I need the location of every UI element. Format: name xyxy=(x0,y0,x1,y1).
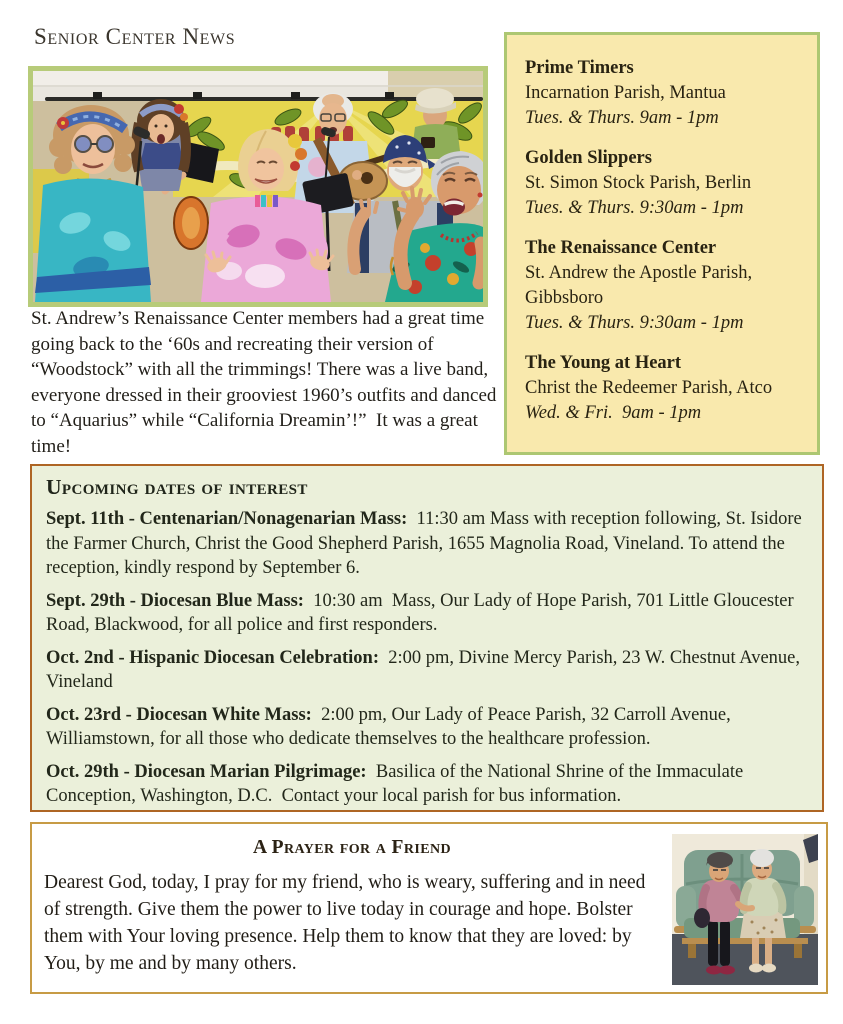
center-name: The Renaissance Center xyxy=(525,238,717,258)
event-lead: Oct. 2nd - Hispanic Diocesan Celebration: xyxy=(46,647,379,668)
senior-center-title: Senior Center News xyxy=(34,24,236,49)
senior-center-photo xyxy=(28,66,488,307)
upcoming-dates-box xyxy=(30,464,824,812)
center-location: Christ the Redeemer Parish, Atco xyxy=(525,378,773,398)
event-item xyxy=(46,507,808,581)
center-item xyxy=(525,236,799,336)
center-times: Tues. & Thurs. 9:30am - 1pm xyxy=(525,313,744,333)
center-item xyxy=(525,56,799,131)
event-lead: Sept. 29th - Diocesan Blue Mass: xyxy=(46,590,304,611)
event-item xyxy=(46,646,808,695)
center-times: Tues. & Thurs. 9:30am - 1pm xyxy=(525,198,744,218)
event-lead: Oct. 23rd - Diocesan White Mass: xyxy=(46,704,312,725)
center-times: Tues. & Thurs. 9am - 1pm xyxy=(525,108,719,128)
prayer-box xyxy=(30,822,828,994)
prayer-title: A Prayer for a Friend xyxy=(252,837,451,858)
center-name: Golden Slippers xyxy=(525,148,652,168)
event-text: 2:00 pm, Our Lady of Peace Parish, 32 Carroll Avenue, Williamstown, for all those who dedicate themselves to the healthcare profession. xyxy=(46,704,736,749)
senior-centers-box xyxy=(504,32,820,455)
center-location: Incarnation Parish, Mantua xyxy=(525,83,726,103)
event-text: 2:00 pm, Divine Mercy Parish, 23 W. Chestnut Avenue, Vineland xyxy=(46,647,805,692)
friends-photo xyxy=(672,834,818,985)
center-location: St. Simon Stock Parish, Berlin xyxy=(525,173,752,193)
center-name: The Young at Heart xyxy=(525,353,682,373)
event-lead: Sept. 11th - Centenarian/Nonagenarian Mass: xyxy=(46,509,408,529)
center-item xyxy=(525,351,799,426)
upcoming-dates-title: Upcoming dates of interest xyxy=(46,475,308,499)
event-item xyxy=(46,760,808,809)
event-item xyxy=(46,589,808,638)
center-times: Wed. & Fri. 9am - 1pm xyxy=(525,403,702,423)
center-name: Prime Timers xyxy=(525,58,634,78)
two-friends-photo-illustration xyxy=(672,834,818,985)
event-text: 11:30 am Mass with reception following, St. Isidore the Farmer Church, Christ the Good Shepherd Parish, 1655 Magnolia Road, Vineland. To attend the reception, kindly respond by September 6. xyxy=(46,509,807,578)
center-item xyxy=(525,146,799,221)
event-text: Basilica of the National Shrine of the Immaculate Conception, Washington, D.C. Contact your local parish for bus information. xyxy=(46,761,748,806)
center-location: St. Andrew the Apostle Parish, Gibbsboro xyxy=(525,263,753,308)
event-lead: Oct. 29th - Diocesan Marian Pilgrimage: xyxy=(46,761,367,782)
event-item xyxy=(46,703,808,752)
intro-paragraph: St. Andrew’s Renaissance Center members had a great time going back to the ‘60s and recreating their version of “Woodstock” with all the trimmings! There was a live band, everyone dressed in their grooviest 1960’s outfits and danced to “Aquarius” while “California Dreamin’!” It was a great time! xyxy=(31,308,502,457)
prayer-text: Dearest God, today, I pray for my friend, who is weary, suffering and in need of strength. Give them the power to live today in courage and hope. Bolster them with Your loving presence. Help them to know that they are loved: by You, by me and by many others. xyxy=(44,872,651,974)
event-text: 10:30 am Mass, Our Lady of Hope Parish, 701 Little Gloucester Road, Blackwood, for all police and first responders. xyxy=(46,590,799,635)
prayer-content xyxy=(44,832,660,984)
woodstock-party-photo-illustration xyxy=(33,71,483,302)
